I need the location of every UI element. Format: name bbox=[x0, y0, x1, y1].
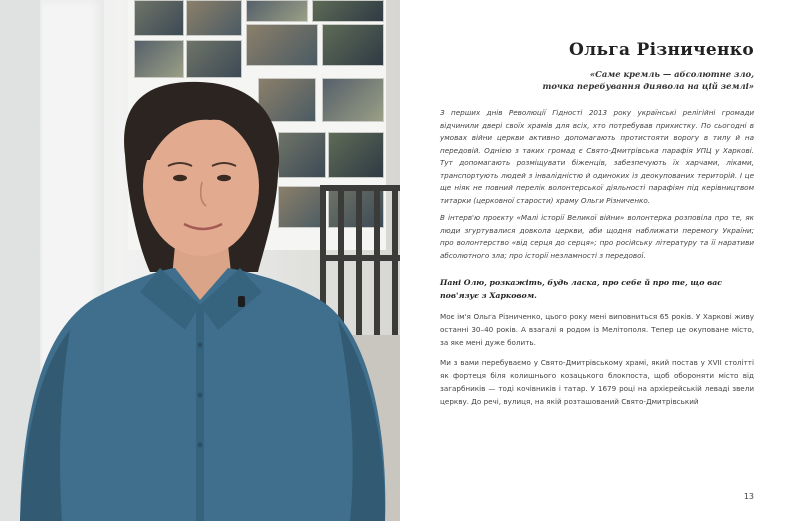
pull-quote bbox=[440, 68, 754, 92]
intro-text bbox=[440, 107, 754, 262]
text-page bbox=[400, 0, 800, 521]
pull-quote-line-2: точка перебування диявола на цій землі» bbox=[542, 81, 754, 91]
interview-answer bbox=[440, 310, 754, 408]
intro-paragraph-2: В інтерв'ю проєкту «Малі історії Великої війни» волонтерка розповіла про те, як люди згуртувалися довкола церкви, аби щодня наближати перемогу України; про волонтерство «від серця до серця»; про російську літературу та її наративи абсолютного зла; про історії незламності з передової. bbox=[440, 213, 754, 260]
answer-paragraph-2: Ми з вами перебуваємо у Свято-Дмитрівському храмі, який постав у XVII столітті як фортеця біля колишнього козацького блокпоста, щоб обороняти місто від загарбників — тоді кочівників і татар. У 1679 році на архієрейській леваді звели церкву. До речі, вулиця, на якій розташований Свято-Дмитрівський bbox=[440, 358, 754, 406]
interview-question: Пані Олю, розкажіть, будь ласка, про себе й про те, що вас пов'язує з Харковом. bbox=[440, 278, 723, 300]
page-number: 13 bbox=[743, 492, 754, 501]
intro-paragraph-1: З перших днів Революції Гідності 2013 року українські релігійні громади відчинили двері своїх храмів для всіх, хто потребував прихистку. По сьогодні в умовах війни церкви активно допомагають протистояти ворогу в тилу й на передовій. Однією з таких громад є Свято-Дмитрівська парафія УПЦ у Харкові. Тут допомагають розміщувати біженців, забезпечують їх харчами, ліками, транспортують людей з інвалідністю й одиноких із деокупованих територій. І це ще ніяк не повний перелік волонтерської діяльності парафіян під керівництвом титарки (церковної старости) храму Ольги Різниченко. bbox=[440, 108, 754, 205]
pull-quote-line-1: «Саме кремль — абсолютне зло, bbox=[589, 69, 754, 79]
person-name: Ольга Різниченко bbox=[569, 40, 754, 60]
answer-paragraph-1: Моє ім'я Ольга Різниченко, цього року мені виповниться 65 років. У Харкові живу останні 30–40 років. А взагалі я родом із Мелітополя. Тепер це окуповане місто, за яке мені дуже болить. bbox=[440, 312, 754, 347]
